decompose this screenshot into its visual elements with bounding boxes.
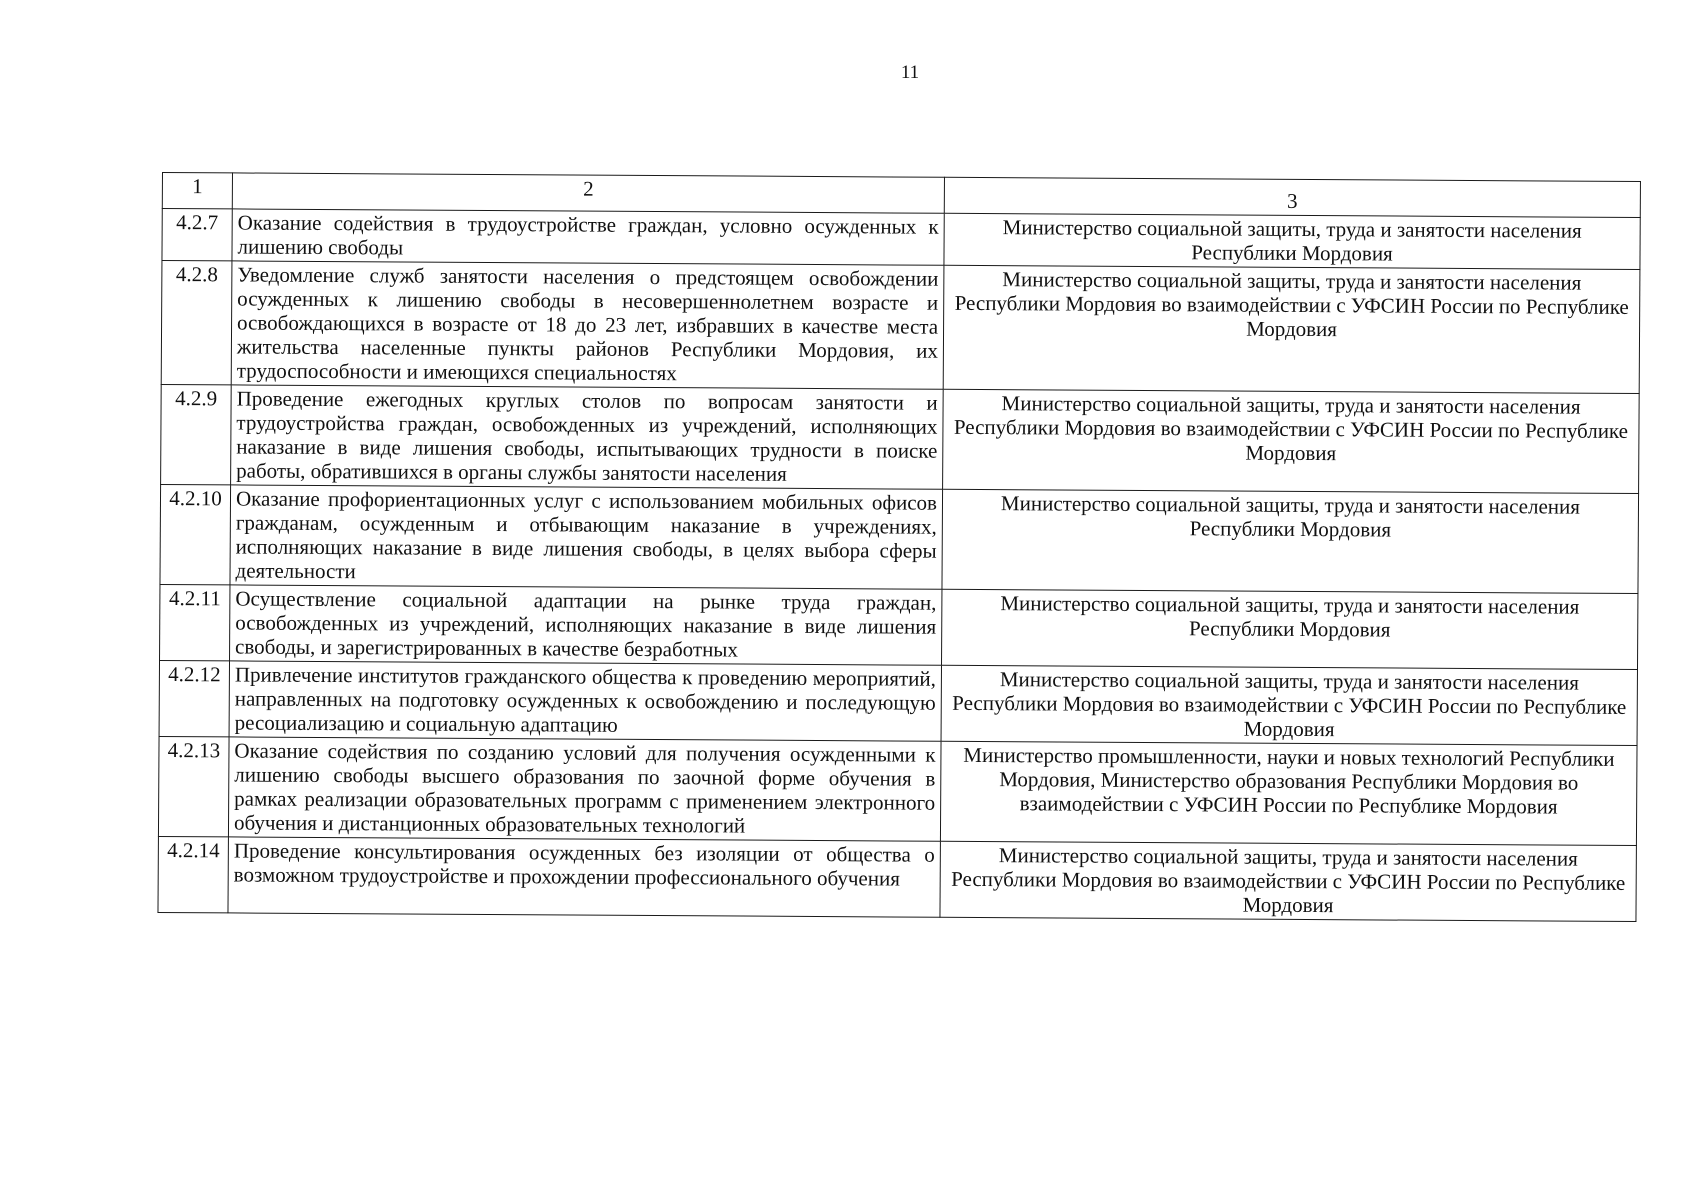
measures-table bbox=[157, 172, 1640, 922]
measure-text: Проведение ежегодных круглых столов по вопросам занятости и трудоустройства граждан, освобожденных из учреждений, исполняющих наказание в виде лишения свободы, испытывающих трудности в поиске работы, обратившихся в органы службы занятости населения bbox=[231, 385, 944, 489]
executor-text: Министерство социальной защиты, труда и занятости населения Республики Мордовия во взаимодействии с УФСИН России по Республике Мордовия bbox=[943, 389, 1640, 493]
header-cell-3: 3 bbox=[944, 177, 1640, 217]
table-row bbox=[160, 584, 1638, 669]
table-row bbox=[160, 484, 1639, 593]
table-row bbox=[161, 261, 1640, 394]
table-row bbox=[159, 660, 1637, 745]
table-row bbox=[158, 836, 1636, 921]
measures-table-container bbox=[157, 172, 1639, 922]
executor-text: Министерство социальной защиты, труда и занятости населения Республики Мордовия bbox=[942, 589, 1638, 669]
row-number: 4.2.10 bbox=[160, 484, 231, 584]
row-number: 4.2.12 bbox=[159, 660, 229, 736]
header-cell-1: 1 bbox=[162, 173, 232, 209]
row-number: 4.2.11 bbox=[160, 584, 230, 660]
measure-text: Уведомление служб занятости населения о предстоящем освобождении осужденных к лишению свободы в несовершеннолетнем возрасте и освобождающихся в возрасте от 18 до 23 лет, избравших в качестве места жительства населенные пункты районов Республики Мордовия, их трудоспособности и имеющихся специальностях bbox=[231, 261, 944, 389]
measure-text: Оказание профориентационных услуг с использованием мобильных офисов гражданам, осужденным и отбывающим наказание в учреждениях, исполняющих наказание в виде лишения свободы, в целях выбора сферы деятельности bbox=[230, 485, 943, 589]
executor-text: Министерство промышленности, науки и новых технологий Республики Мордовия, Министерство образования Республики Мордовия во взаимодействии с УФСИН России по Республике Мордовия bbox=[940, 741, 1637, 845]
executor-text: Министерство социальной защиты, труда и занятости населения Республики Мордовия во взаимодействии с УФСИН России по Республике Мордовия bbox=[940, 841, 1636, 921]
header-cell-2: 2 bbox=[232, 173, 944, 213]
measure-text: Осуществление социальной адаптации на рынке труда граждан, освобожденных из учреждений, исполняющих наказание в виде лишения свободы, и зарегистрированных в качестве безработных bbox=[230, 585, 942, 665]
executor-text: Министерство социальной защиты, труда и занятости населения Республики Мордовия bbox=[944, 213, 1640, 269]
table-row bbox=[162, 209, 1640, 270]
executor-text: Министерство социальной защиты, труда и занятости населения Республики Мордовия во взаимодействии с УФСИН России по Республике Мордовия bbox=[941, 665, 1637, 745]
measure-text: Привлечение институтов гражданского общества к проведению мероприятий, направленных на подготовку осужденных к освобождению и последующую ресоциализацию и социальную адаптацию bbox=[229, 661, 941, 741]
measure-text: Оказание содействия в трудоустройстве граждан, условно осужденных к лишению свободы bbox=[232, 209, 944, 265]
executor-text: Министерство социальной защиты, труда и занятости населения Республики Мордовия во взаимодействии с УФСИН России по Республике Мордовия bbox=[943, 265, 1640, 393]
measure-text: Оказание содействия по созданию условий для получения осужденными к лишению свободы высшего образования по заочной форме обучения в рамках реализации образовательных программ с применением электронного обучения и дистанционных образовательных технологий bbox=[228, 737, 941, 841]
row-number: 4.2.8 bbox=[161, 261, 232, 385]
table-row bbox=[161, 384, 1640, 493]
row-number: 4.2.14 bbox=[158, 836, 228, 912]
page-number: 11 bbox=[900, 62, 920, 83]
executor-text: Министерство социальной защиты, труда и занятости населения Республики Мордовия bbox=[942, 489, 1639, 593]
row-number: 4.2.13 bbox=[158, 736, 229, 836]
measure-text: Проведение консультирования осужденных без изоляции от общества о возможном трудоустройстве и прохождении профессионального обучения bbox=[228, 837, 940, 917]
row-number: 4.2.7 bbox=[162, 209, 232, 261]
table-row bbox=[158, 736, 1637, 845]
row-number: 4.2.9 bbox=[161, 384, 232, 484]
